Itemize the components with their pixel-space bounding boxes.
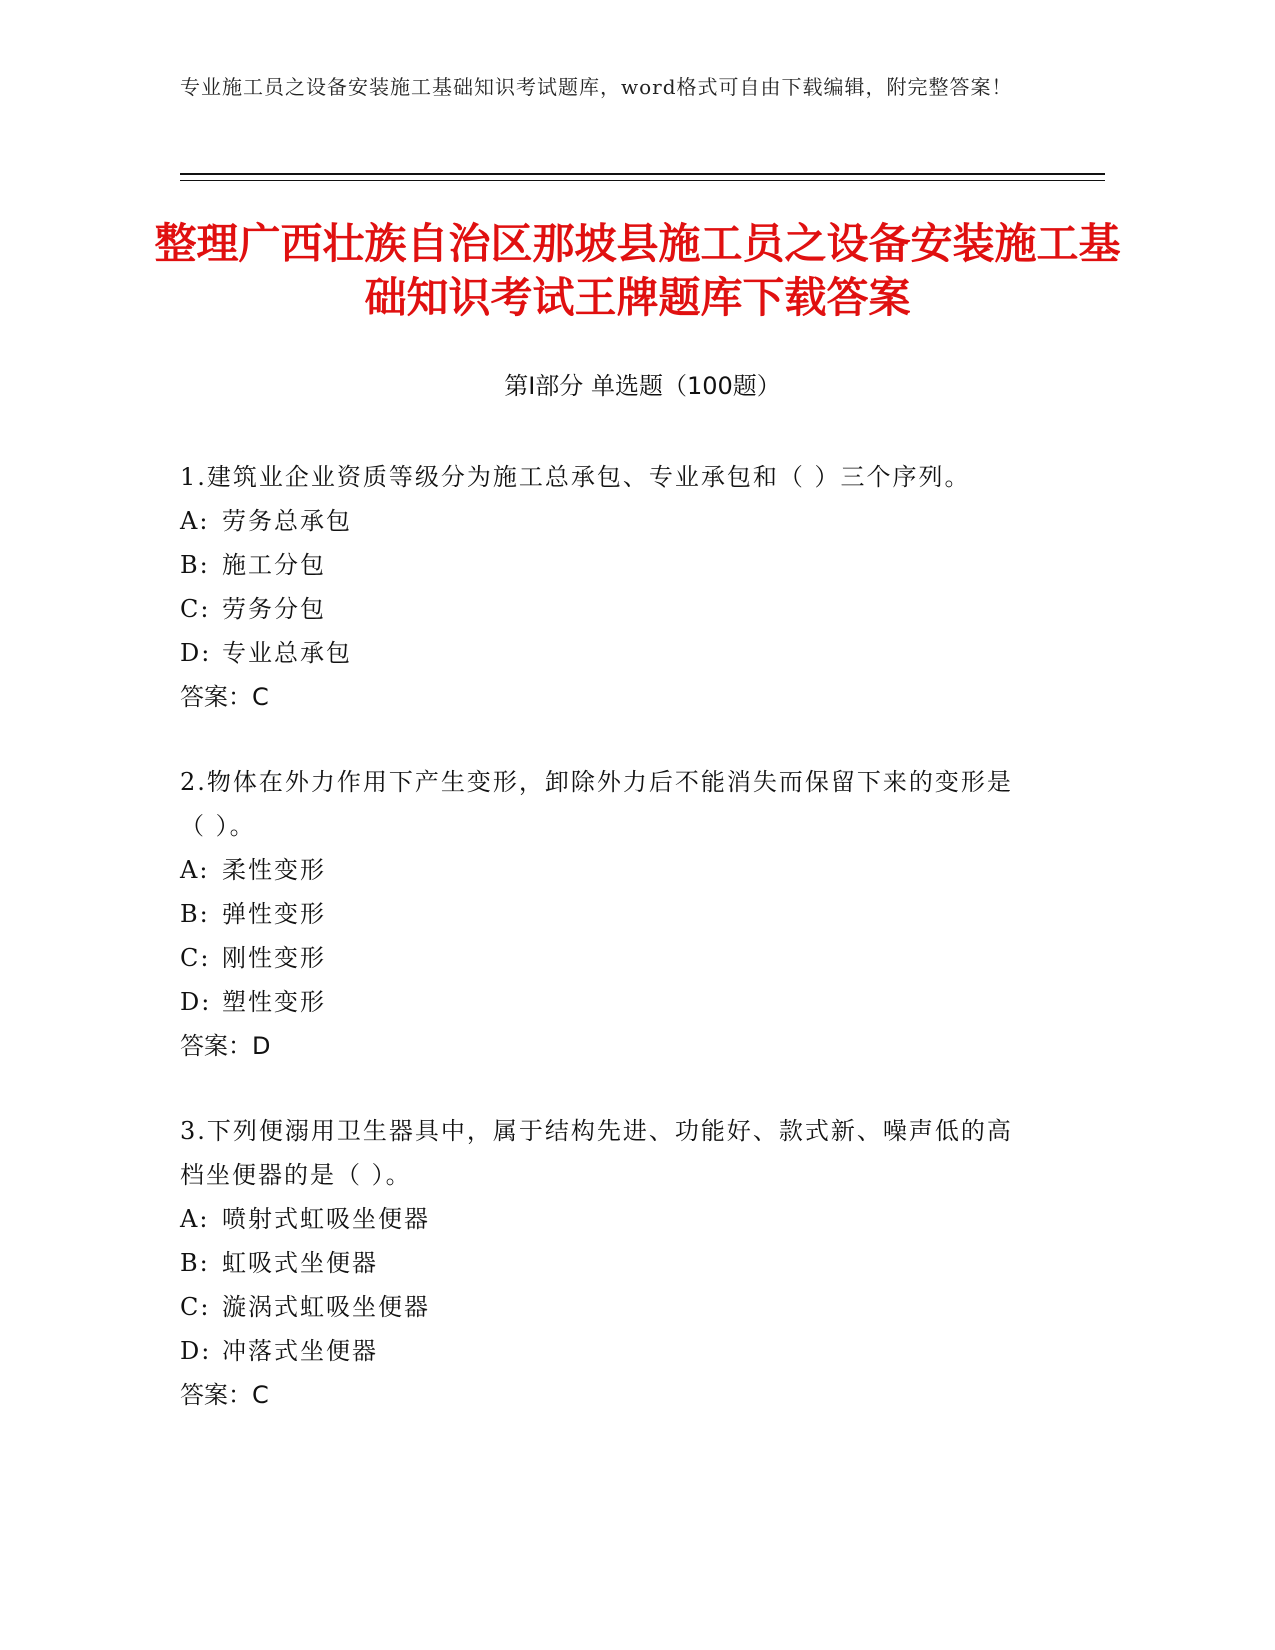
question-3 [180,1109,1020,1417]
option-d [180,1329,1020,1373]
option-c [180,936,1020,980]
option-text: 施工分包 [222,551,326,579]
question-stem: 2.物体在外力作用下产生变形，卸除外力后不能消失而保留下来的变形是（ ）。 [180,768,1013,840]
option-letter: B: [180,551,210,579]
question-2 [180,760,1020,1068]
option-text: 专业总承包 [222,639,352,667]
document-title: 整理广西壮族自治区那坡县施工员之设备安装施工基础知识考试王牌题库下载答案 [154,219,1121,322]
question-stem: 3.下列便溺用卫生器具中，属于结构先进、功能好、款式新、噪声低的高档坐便器的是（ ）。 [180,1117,1013,1189]
option-a [180,499,1020,543]
question-list [180,455,1020,1458]
option-letter: B: [180,1249,210,1277]
option-letter: C: [180,595,211,623]
option-letter: A: [180,856,210,884]
option-text: 劳务分包 [222,595,326,623]
option-d [180,980,1020,1024]
question-stem: 1.建筑业企业资质等级分为施工总承包、专业承包和（ ）三个序列。 [180,463,971,491]
answer-line: 答案：C [180,1381,269,1409]
option-letter: D: [180,639,212,667]
option-b [180,892,1020,936]
option-text: 弹性变形 [222,900,326,928]
header-divider-thin [180,180,1105,181]
option-letter: A: [180,1205,210,1233]
option-text: 刚性变形 [222,944,326,972]
option-text: 喷射式虹吸坐便器 [222,1205,430,1233]
option-c [180,1285,1020,1329]
option-letter: A: [180,507,210,535]
option-text: 漩涡式虹吸坐便器 [222,1293,430,1321]
option-b [180,1241,1020,1285]
option-letter: D: [180,988,212,1016]
option-a [180,1197,1020,1241]
option-letter: C: [180,944,211,972]
option-text: 虹吸式坐便器 [222,1249,378,1277]
answer-line: 答案：D [180,1032,271,1060]
option-text: 劳务总承包 [222,507,352,535]
option-letter: D: [180,1337,212,1365]
option-text: 柔性变形 [222,856,326,884]
option-b [180,543,1020,587]
header-note: 专业施工员之设备安装施工基础知识考试题库，word格式可自由下载编辑，附完整答案！ [180,75,1013,99]
question-1 [180,455,1020,719]
option-letter: C: [180,1293,211,1321]
section-title: 第Ⅰ部分 单选题（100题） [504,372,781,400]
header-divider-thick [180,173,1105,175]
option-d [180,631,1020,675]
option-letter: B: [180,900,210,928]
option-c [180,587,1020,631]
option-text: 塑性变形 [222,988,326,1016]
answer-line: 答案：C [180,683,269,711]
option-text: 冲落式坐便器 [222,1337,378,1365]
option-a [180,848,1020,892]
